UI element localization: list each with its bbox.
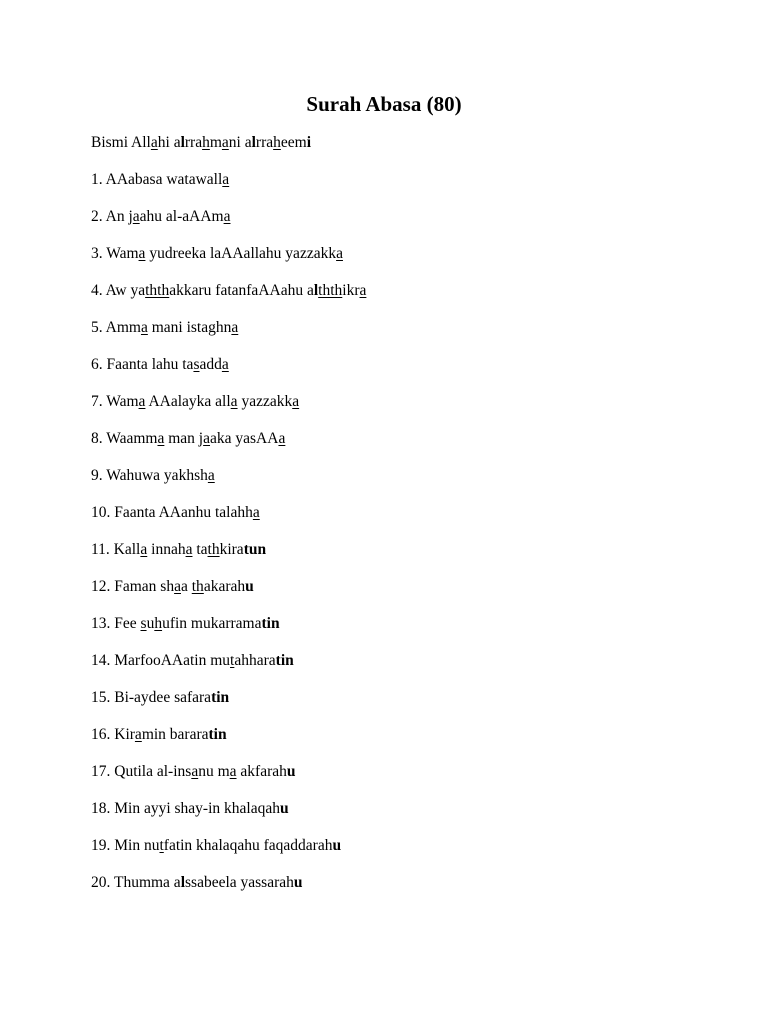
verse-text-segment: rra bbox=[184, 134, 203, 151]
verse-text-segment: u bbox=[293, 874, 303, 891]
verse-text-segment: h bbox=[202, 134, 210, 151]
verse-text-segment: a bbox=[359, 282, 367, 299]
verse-text-segment: a bbox=[222, 171, 230, 188]
verse-text-segment: a bbox=[278, 430, 286, 447]
verse-text-segment: nu m bbox=[198, 763, 230, 780]
verse-text-segment: tin bbox=[261, 615, 280, 632]
verse-text-segment: tin bbox=[208, 726, 227, 743]
verse-text-segment: a bbox=[174, 578, 181, 595]
verse-line bbox=[91, 835, 731, 872]
verse-text-segment: 7. Wam bbox=[91, 393, 139, 410]
basmala-line bbox=[91, 132, 731, 169]
verse-line bbox=[91, 280, 731, 317]
verse-line bbox=[91, 206, 731, 243]
verse-text-segment: ufin mukarrama bbox=[162, 615, 262, 632]
verse-line bbox=[91, 872, 731, 909]
verse-text-segment: kira bbox=[219, 541, 244, 558]
verse-text-segment: ahu al-aAAm bbox=[139, 208, 224, 225]
verse-line bbox=[91, 724, 731, 761]
verse-text-segment: a bbox=[157, 430, 165, 447]
verse-text-segment: innah bbox=[147, 541, 186, 558]
verse-text-segment: a bbox=[191, 763, 199, 780]
verse-line bbox=[91, 650, 731, 687]
verse-text-segment: h bbox=[154, 615, 163, 632]
verse-text-segment: u bbox=[286, 763, 296, 780]
verse-text-segment: l bbox=[313, 282, 319, 299]
verse-text-segment: tin bbox=[275, 652, 294, 669]
verse-text-segment: 13. Fee bbox=[91, 615, 141, 632]
verse-line bbox=[91, 465, 731, 502]
verse-text-segment: AAalayka all bbox=[145, 393, 231, 410]
page-title: Surah Abasa (80) bbox=[306, 92, 462, 116]
verse-line bbox=[91, 243, 731, 280]
verse-text-segment: m bbox=[209, 134, 222, 151]
verse-line bbox=[91, 539, 731, 576]
verse-line bbox=[91, 576, 731, 613]
verse-text-segment: yazzakk bbox=[237, 393, 293, 410]
verse-line bbox=[91, 613, 731, 650]
verse-text-segment: ikr bbox=[342, 282, 360, 299]
verse-text-segment: a bbox=[180, 578, 192, 595]
verse-text-segment: s bbox=[140, 615, 147, 632]
verse-text-segment: 9. Wahuwa yakhsh bbox=[91, 467, 208, 484]
verse-text-segment: l bbox=[251, 134, 256, 151]
verse-text-segment: a bbox=[229, 763, 237, 780]
verse-text-segment: 16. Kir bbox=[91, 726, 135, 743]
verse-text-segment: ahhara bbox=[234, 652, 276, 669]
verse-text-segment: a bbox=[140, 319, 148, 336]
verse-text-segment: 8. Waamm bbox=[91, 430, 158, 447]
verse-text-segment: a bbox=[223, 208, 231, 225]
verse-text-segment: i bbox=[306, 134, 312, 151]
verse-line bbox=[91, 317, 731, 354]
verse-text-segment: 17. Qutila al-ins bbox=[91, 763, 192, 780]
verse-text-segment: aka yasAA bbox=[210, 430, 279, 447]
verse-line bbox=[91, 798, 731, 835]
verse-text-segment: thth bbox=[145, 282, 170, 299]
verse-text-segment: a bbox=[140, 541, 148, 558]
verse-text-segment: u bbox=[146, 615, 155, 632]
verse-text-segment: ta bbox=[192, 541, 208, 558]
verse-text-segment: man j bbox=[164, 430, 204, 447]
verse-text-segment: a bbox=[230, 393, 238, 410]
verse-text-segment: 4. Aw ya bbox=[91, 282, 146, 299]
verse-text-segment: u bbox=[245, 578, 254, 595]
verse-text-segment: a bbox=[336, 245, 343, 262]
verse-text-segment: add bbox=[199, 356, 222, 373]
verse-text-segment: a bbox=[231, 319, 239, 336]
verse-list bbox=[91, 132, 731, 909]
verse-text-segment: akkaru fatanfaAAahu a bbox=[169, 282, 314, 299]
verse-text-segment: t bbox=[159, 837, 164, 854]
verse-text-segment: th bbox=[191, 578, 204, 595]
verse-line bbox=[91, 428, 731, 465]
verse-text-segment: l bbox=[180, 134, 185, 151]
verse-text-segment: l bbox=[180, 874, 185, 891]
verse-text-segment: yudreeka laAAallahu yazzakk bbox=[145, 245, 337, 262]
verse-text-segment: a bbox=[292, 393, 300, 410]
verse-text-segment: a bbox=[138, 245, 146, 262]
verse-text-segment: 6. Faanta lahu ta bbox=[91, 356, 194, 373]
verse-line bbox=[91, 502, 731, 539]
verse-text-segment: a bbox=[207, 467, 215, 484]
verse-line bbox=[91, 391, 731, 428]
verse-text-segment: u bbox=[279, 800, 289, 817]
verse-text-segment: akarah bbox=[203, 578, 246, 595]
verse-text-segment: 15. Bi-aydee safara bbox=[91, 689, 212, 706]
verse-text-segment: 3. Wam bbox=[91, 245, 139, 262]
verse-text-segment: mani istaghn bbox=[147, 319, 232, 336]
verse-text-segment: akfarah bbox=[236, 763, 287, 780]
verse-text-segment: u bbox=[332, 837, 342, 854]
verse-text-segment: tin bbox=[211, 689, 230, 706]
verse-text-segment: a bbox=[221, 134, 229, 151]
verse-text-segment: a bbox=[134, 726, 142, 743]
verse-line bbox=[91, 169, 731, 206]
verse-text-segment: 14. MarfooAAatin mu bbox=[91, 652, 231, 669]
verse-text-segment: ni a bbox=[228, 134, 252, 151]
verse-line bbox=[91, 354, 731, 391]
verse-text-segment: Bismi All bbox=[91, 134, 151, 151]
verse-text-segment: 18. Min ayyi shay-in khalaqah bbox=[91, 800, 280, 817]
verse-text-segment: 1. AAabasa watawall bbox=[91, 171, 223, 188]
verse-text-segment: th bbox=[207, 541, 220, 558]
verse-text-segment: hi a bbox=[157, 134, 181, 151]
verse-text-segment: 11. Kall bbox=[91, 541, 141, 558]
verse-text-segment: eem bbox=[280, 134, 307, 151]
verse-text-segment: a bbox=[132, 208, 140, 225]
verse-text-segment: t bbox=[230, 652, 235, 669]
verse-text-segment: rra bbox=[255, 134, 274, 151]
verse-text-segment: 20. Thumma a bbox=[91, 874, 181, 891]
verse-text-segment: 19. Min nu bbox=[91, 837, 160, 854]
verse-line bbox=[91, 761, 731, 798]
verse-line bbox=[91, 687, 731, 724]
verse-text-segment: fatin khalaqahu faqaddarah bbox=[163, 837, 333, 854]
verse-text-segment: 12. Faman sh bbox=[91, 578, 175, 595]
verse-text-segment: a bbox=[150, 134, 158, 151]
verse-text-segment: a bbox=[252, 504, 260, 521]
verse-text-segment: a bbox=[138, 393, 146, 410]
verse-text-segment: ssabeela yassarah bbox=[185, 874, 294, 891]
verse-text-segment: min barara bbox=[141, 726, 209, 743]
verse-text-segment: 2. An j bbox=[91, 208, 133, 225]
verse-text-segment: 10. Faanta AAanhu talahh bbox=[91, 504, 253, 521]
verse-text-segment: 5. Amm bbox=[91, 319, 141, 336]
verse-text-segment: thth bbox=[318, 282, 343, 299]
verse-text-segment: s bbox=[193, 356, 200, 373]
verse-text-segment: tun bbox=[243, 541, 267, 558]
verse-text-segment: a bbox=[221, 356, 229, 373]
verse-text-segment: a bbox=[203, 430, 211, 447]
verse-text-segment: h bbox=[273, 134, 281, 151]
verse-text-segment: a bbox=[185, 541, 193, 558]
